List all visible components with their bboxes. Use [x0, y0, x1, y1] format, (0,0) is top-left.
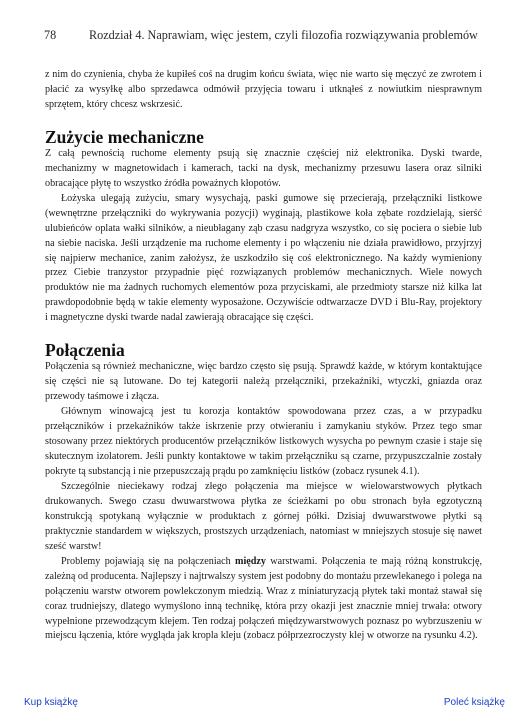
- connections-paragraph-4-rest: warstwami. Połączenia te mają różną konstrukcję, zależną od producenta. Najlepszy i najtrwalszy system jest podobny do montażu przewlekanego i polega na połączeniu warstw otworem powlekczonym miedzią. Wraz z miniaturyzacją płytek taki montaż stawał się coraz trudniejszy, dlatego wymyślono inną technikę, która przy okazji jest znacznie mniej trwała: otwory wypełnione przewodzącym klejem. Ten rodzaj połączeń międzywarstwowych poznasz po wybrzuszeniu w miejscu łączenia, które wygląda jak kropla kleju (zobacz półprzezroczysty klej w otworze na rysunku 4.2).: [45, 555, 483, 642]
- section-heading-mechanical-wear: Zużycie mechaniczne: [45, 126, 204, 147]
- chapter-title: Rozdział 4. Naprawiam, więc jestem, czyli filozofia rozwiązywania problemów: [89, 28, 478, 42]
- connections-paragraph-4: [45, 555, 482, 645]
- connections-paragraph-4-start: Problemy pojawiają się na połączeniach: [61, 555, 236, 567]
- intro-paragraph: z nim do czynienia, chyba że kupiłeś coś na drugim końcu świata, więc nie warto się męczyć ze zwrotem i płacić za wysyłkę albo sprzedawca odmówił przyjęcia towaru i utknąłeś z nowiutkim niesprawnym sprzętem, który chcesz wskrzesić.: [45, 69, 482, 110]
- connections-paragraph-3: Szczególnie nieciekawy rodzaj złego połączenia ma miejsce w wielowarstwowych płytkach drukowanych. Swego czasu dwuwarstwowa płytka ze ścieżkami po obu stronach była egzotyczną konstrukcją spotykaną wyłącznie w produktach z górnej półki. Dzisiaj dwuwarstwowe płytki są praktycznie standardem w większych, prostszych urządzeniach, natomiast w mniejszych stosuje się nawet sześć warstw!: [45, 480, 482, 552]
- recommend-book-link[interactable]: Poleć książkę: [443, 697, 505, 708]
- running-header: [44, 27, 491, 43]
- connections-paragraph-2: Głównym winowajcą jest tu korozja kontaktów spowodowana przez czas, a w przypadku przełączników i przekaźników także iskrzenie przy otwieraniu i zamykaniu styków. Przez tego smar stosowany przez niektórych producentów przełączników listkowych wysycha po pewnym czasie i staje się skutecznym izolatorem. Jeśli punkty kontaktowe w takim przełączniku są czarne, przypuszczalnie zostały pokryte tą substancją i nie przepuszczają prądu po zamknięciu listków (zobacz rysunek 4.1).: [45, 406, 482, 477]
- mechanical-paragraph-2: Łożyska ulegają zużyciu, smary wysychają, paski gumowe się przecierają, przełączniki listkowe (wewnętrzne przełączniki do wykrywania pozycji) wyginają, plastikowe koła zębate rozdzielają, sierść ulubieńców oplata wałki silników, a nieubłagany ząb czasu nadgryza wszystko, co się pociera o siebie lub na siebie naciska. Jeśli urządzenie ma ruchome elementy i po włączeniu nie działa prawidłowo, przyjrzyj się najpierw mechanice, zanim założysz, że uszkodziło się coś elektronicznego. Na każdy wymieniony przez Ciebie tranzystor przypadnie pięć rozwiązanych problemów mechanicznych. Wiele nowych produktów nie ma żadnych ruchomych elementów poza przyciskami, ale przedmioty starsze niż kilka lat prawdopodobnie będą w takie elementy wyposażone. Oczywiście odtwarzacze DVD i Blu-Ray, projektory i magnetyczne dyski twarde nadal zawierają obracające się części.: [45, 192, 482, 324]
- buy-book-link[interactable]: Kup książkę: [24, 697, 78, 708]
- mechanical-paragraph-1: Z całą pewnością ruchome elementy psują się znacznie częściej niż elektronika. Dyski twarde, mechanizmy w magnetowidach i kamerach, tacki na dysk, mechanizmy przesuwu lasera oraz silniki obracające płytę to wszystko źródła poważnych kłopotów.: [45, 147, 482, 189]
- connections-paragraph-1: Połączenia są również mechaniczne, więc bardzo często się psują. Sprawdź każde, w którym kontaktujące się części nie są lutowane. Do tej kategorii należą przełączniki, przekaźniki, wtyczki, gniazda oraz przewody taśmowe i złącza.: [45, 361, 482, 403]
- emphasis-between: między: [235, 555, 266, 567]
- page-number: 78: [44, 28, 57, 42]
- section-heading-connections: Połączenia: [45, 340, 125, 361]
- page-body: [45, 68, 482, 644]
